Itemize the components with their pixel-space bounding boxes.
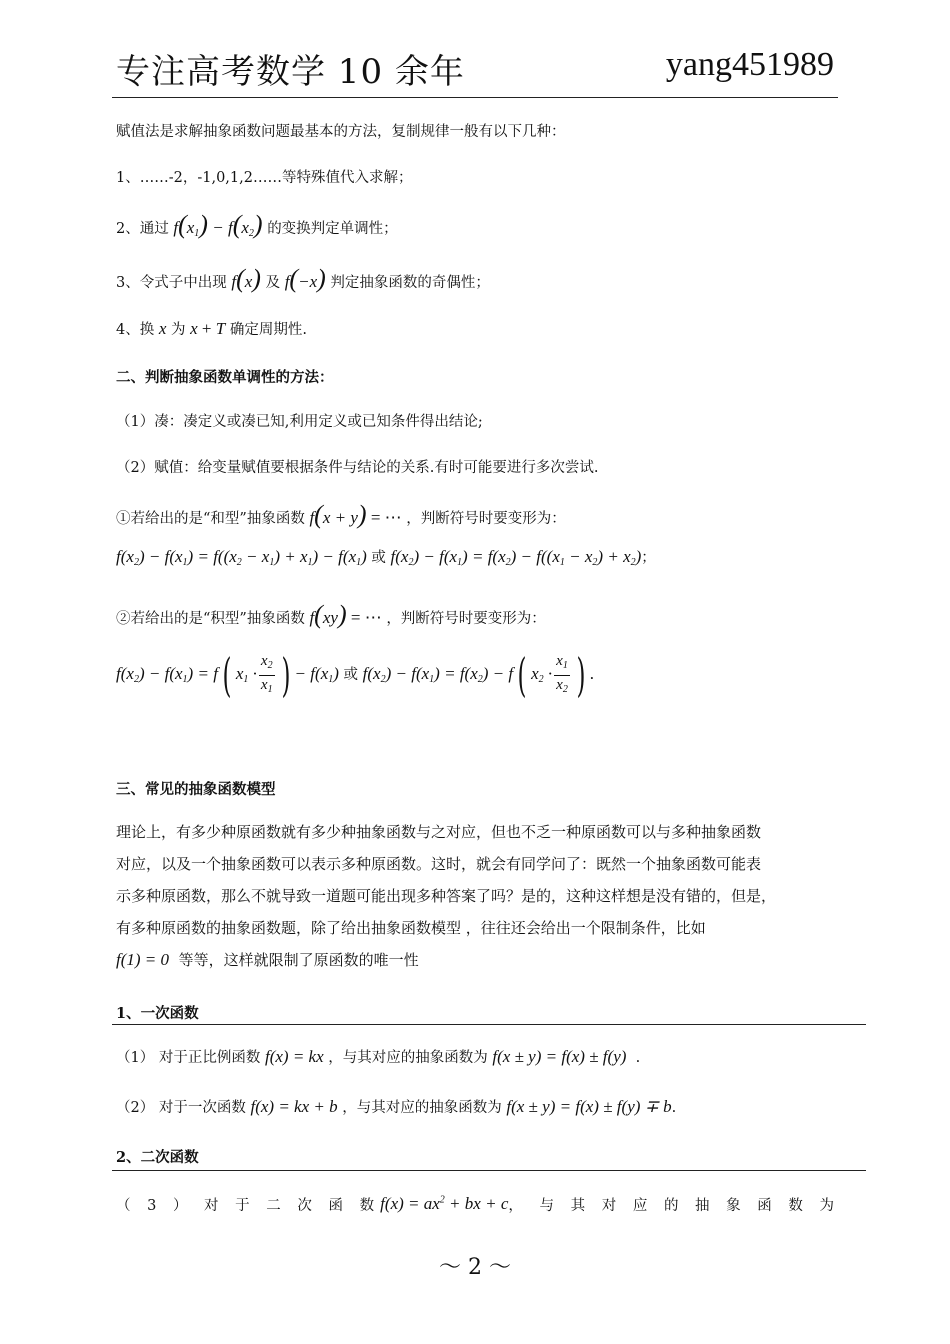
subsection-divider (112, 1024, 866, 1025)
linear-line-2: （2） 对于一次函数 f(x) = kx + b ，与其对应的抽象函数为 f(x ± y) = f(x) ± f(y) ∓ b. (116, 1097, 677, 1116)
paragraph-line: 理论上，有多少种原函数就有多少种抽象函数与之对应，但也不乏一种原函数可以与多种抽象函数 (116, 823, 762, 841)
paragraph-line: 有多种原函数的抽象函数题，除了给出抽象函数模型 ，往往还会给出一个限制条件，比如 (116, 919, 706, 937)
subsection-divider (112, 1170, 866, 1171)
subsection-quadratic-title: 2、二次函数 (116, 1149, 199, 1166)
intro-text: 赋值法是求解抽象函数问题最基本的方法，复制规律一般有以下几种： (116, 124, 566, 140)
rule-2: 2、通过 $f(x_1) - f(x_2)$ 的变换判定单调性； (116, 210, 398, 239)
paragraph-line: 对应，以及一个抽象函数可以表示多种原函数。这时，就会有同学问了：既然一个抽象函数可能表 (116, 855, 762, 873)
subsection-linear-title: 1、一次函数 (116, 1005, 199, 1022)
rule-4: 4、换 x 为 x + T 确定周期性. (116, 319, 307, 338)
sum-type-formula: $f(x_2) - f(x_1) = f((x_2 - x_1) + x_1) - f(x_1)$ 或 $f(x_2) - f(x_1) = f(x_2) - f((x_1 - x_2) + x_2)$； (116, 547, 656, 568)
header-contact: yang451989 (665, 46, 834, 83)
paragraph-line-last: f(1) = 0 等等，这样就限制了原函数的唯一性 (116, 950, 419, 969)
product-type-intro: ②若给出的是“积型”抽象函数 f(xy) = ⋯ ，判断符号时要变形为： (116, 600, 546, 629)
method-2: （2）赋值：给变量赋值要根据条件与结论的关系.有时可能要进行多次尝试. (116, 460, 599, 476)
page-number: ～ 2 ～ (439, 1255, 511, 1280)
linear-line-1: （1） 对于正比例函数 f(x) = kx ，与其对应的抽象函数为 f(x ± y) = f(x) ± f(y) . (116, 1047, 641, 1066)
section3-paragraph (116, 816, 840, 976)
paragraph-line: 示多种原函数，那么不就导致一道题可能出现多种答案了吗？是的，这种这样想是没有错的，但是， (116, 887, 777, 905)
rule-3: 3、令式子中出现 f(x) 及 f(−x) 判定抽象函数的奇偶性； (116, 264, 490, 293)
product-type-formula: $f(x_2) - f(x_1) = f$( $x_1$ · $\frac{x_2}{x_1}$ ) − $f(x_1)$ 或 $f(x_2) - f(x_1) = f(x_2) - f$( $x_2$ · $\frac{x_1}{x_2}$ ) . (116, 648, 595, 702)
formula-difference: $f(x_1) - f(x_2)$ (173, 210, 263, 239)
sum-type-intro: ①若给出的是“和型”抽象函数 f(x + y) = ⋯ ，判断符号时要变形为： (116, 500, 566, 529)
method-1: （1）凑：凑定义或凑已知,利用定义或已知条件得出结论; (116, 414, 483, 430)
quadratic-line: （ 3 ） 对 于 二 次 函 数 $f(x) = ax^2$ + bx + c ， 与 其 对 应 的 抽 象 函 数 为 (116, 1194, 840, 1214)
header-divider (112, 97, 838, 98)
header-title: 专注高考数学 10 余年 (116, 52, 465, 92)
section3-title: 三、常见的抽象函数模型 (116, 781, 276, 798)
rule-1: 1、……-2，-1,0,1,2……等特殊值代入求解； (116, 170, 413, 186)
section2-title: 二、判断抽象函数单调性的方法： (116, 369, 334, 386)
